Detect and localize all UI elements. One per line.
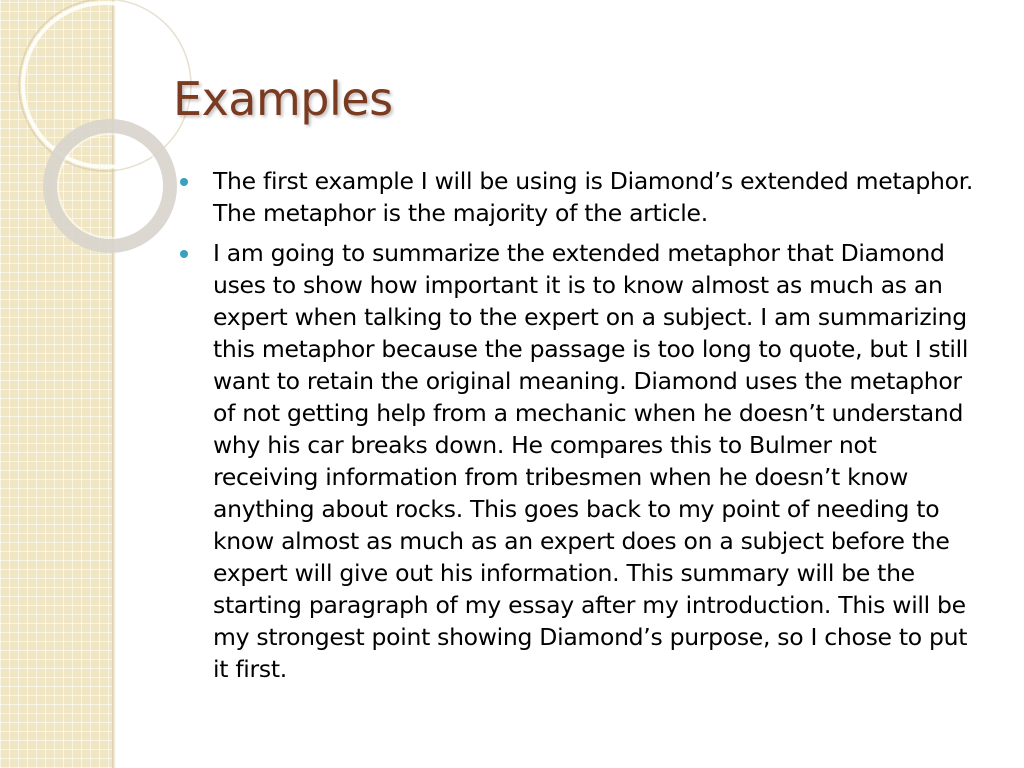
- bullet-dot-icon: [180, 250, 188, 258]
- decorative-circles: [0, 0, 200, 300]
- decorative-ring-large-shadow: [19, 0, 191, 171]
- bullet-item: [180, 237, 985, 685]
- bullet-list: [180, 165, 985, 693]
- decorative-ring-large: [23, 3, 187, 167]
- bullet-item: [180, 165, 985, 229]
- slide-title: Examples: [173, 72, 393, 126]
- decorative-ring-small-highlight: [58, 134, 162, 238]
- bullet-dot-icon: [180, 178, 188, 186]
- decorative-ring-small: [50, 126, 170, 246]
- bullet-text: I am going to summarize the extended metaphor that Diamond uses to show how important it is to know almost as much as an expert when talking to the expert on a subject. I am summarizing this metaphor because the passage is too long to quote, but I still want to retain the original meaning. Diamond uses the metaphor of not getting help from a mechanic when he doesn’t understand why his car breaks down. He compares this to Bulmer not receiving information from tribesmen when he doesn’t know anything about rocks. This goes back to my point of needing to know almost as much as an expert does on a subject before the expert will give out his information. This summary will be the starting paragraph of my essay after my introduction. This will be my strongest point showing Diamond’s purpose, so I chose to put it first.: [213, 239, 969, 683]
- bullet-text: The first example I will be using is Diamond’s extended metaphor. The metaphor is the majority of the article.: [213, 167, 974, 227]
